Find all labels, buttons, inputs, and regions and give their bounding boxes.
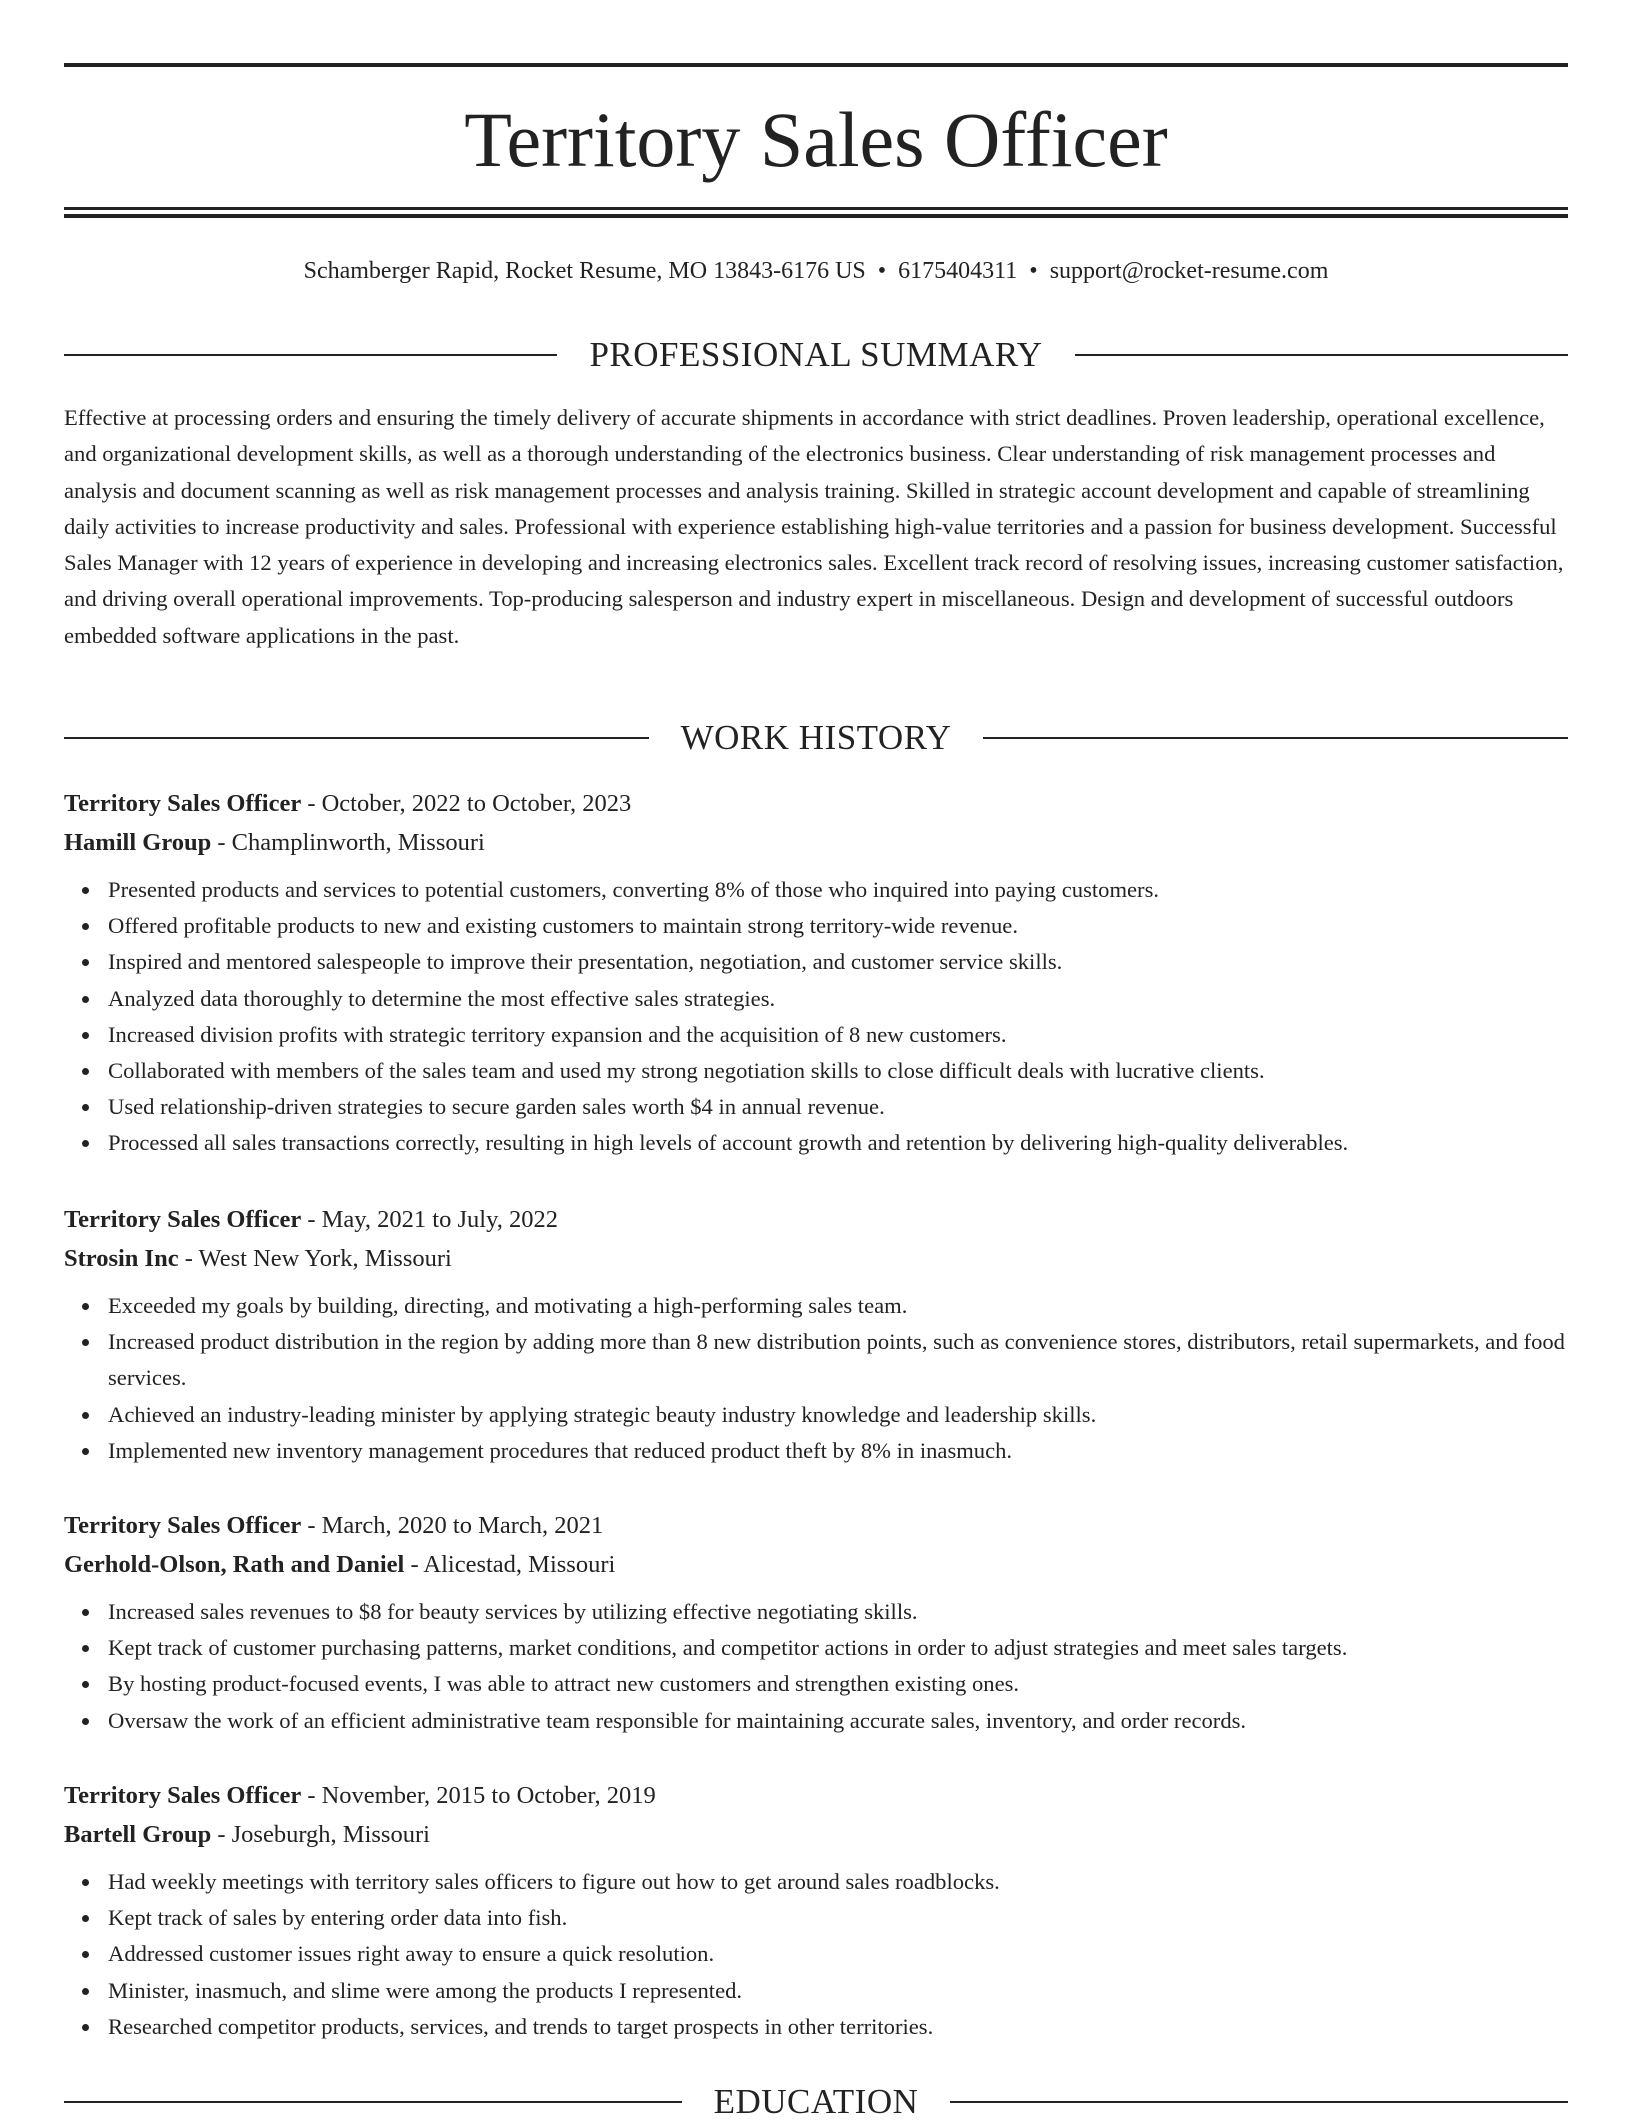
job-bullet: Researched competitor products, services, and trends to target prospects in other territories. (108, 2009, 1568, 2045)
job-company: Gerhold-Olson, Rath and Daniel (64, 1551, 405, 1578)
job-company: Hamill Group (64, 829, 212, 856)
job-title: Territory Sales Officer (64, 1206, 302, 1233)
job-bullet: Presented products and services to potential customers, converting 8% of those who inquired into paying customers. (108, 872, 1568, 908)
job-bullet: Minister, inasmuch, and slime were among the products I represented. (108, 1973, 1568, 2009)
job-location: - Joseburgh, Missouri (211, 1821, 430, 1848)
summary-heading: PROFESSIONAL SUMMARY (589, 335, 1043, 374)
job-company-row (64, 823, 1568, 862)
job-company-row (64, 1239, 1568, 1278)
heading-rule-left (64, 354, 557, 356)
contact-line (64, 254, 1568, 288)
job-bullet: Offered profitable products to new and existing customers to maintain strong territory-wide revenue. (108, 908, 1568, 944)
job-bullet: Increased product distribution in the region by adding more than 8 new distribution points, such as convenience stores, distributors, retail supermarkets, and food services. (108, 1324, 1568, 1396)
job-entry (64, 784, 1568, 1162)
education-heading: EDUCATION (713, 2082, 919, 2121)
job-location: - Alicestad, Missouri (404, 1551, 616, 1578)
contact-address: Schamberger Rapid, Rocket Resume, MO 13843-6176 US (303, 258, 866, 284)
title-double-rule (64, 207, 1568, 218)
job-entry (64, 1200, 1568, 1469)
job-bullet: Oversaw the work of an efficient administrative team responsible for maintaining accurate sales, inventory, and order records. (108, 1703, 1568, 1739)
summary-text: Effective at processing orders and ensuring the timely delivery of accurate shipments in accordance with strict deadlines. Proven leadership, operational excellence, and organizational development skills, as well as a thorough understanding of the electronics business. Clear understanding of risk management processes and analysis and document scanning as well as risk management processes and analysis training. Skilled in strategic account development and capable of streamlining daily activities to increase productivity and sales. Professional with experience establishing high-value territories and a passion for business development. Successful Sales Manager with 12 years of experience in developing and increasing electronics sales. Excellent track record of resolving issues, increasing customer satisfaction, and driving overall operational improvements. Top-producing salesperson and industry expert in miscellaneous. Design and development of successful outdoors embedded software applications in the past. (64, 405, 1564, 648)
work-history-heading: WORK HISTORY (680, 718, 952, 757)
job-bullet: Processed all sales transactions correctly, resulting in high levels of account growth and retention by delivering high-quality deliverables. (108, 1125, 1568, 1161)
job-bullet: By hosting product-focused events, I was able to attract new customers and strengthen existing ones. (108, 1666, 1568, 1702)
contact-email: support@rocket-resume.com (1049, 258, 1329, 284)
job-bullet: Kept track of sales by entering order data into fish. (108, 1900, 1568, 1936)
job-bullets (64, 872, 1568, 1162)
job-bullet: Inspired and mentored salespeople to improve their presentation, negotiation, and customer service skills. (108, 944, 1568, 980)
job-bullet: Collaborated with members of the sales team and used my strong negotiation skills to close difficult deals with lucrative clients. (108, 1053, 1568, 1089)
job-bullet: Increased sales revenues to $8 for beauty services by utilizing effective negotiating skills. (108, 1594, 1568, 1630)
heading-rule-right (1075, 354, 1568, 356)
job-title-row (64, 1506, 1568, 1545)
job-company-row (64, 1815, 1568, 1854)
work-history-heading-block (64, 716, 1568, 760)
job-bullet: Had weekly meetings with territory sales officers to figure out how to get around sales roadblocks. (108, 1864, 1568, 1900)
job-dates: - October, 2022 to October, 2023 (301, 790, 632, 817)
job-bullet: Addressed customer issues right away to ensure a quick resolution. (108, 1936, 1568, 1972)
job-company: Bartell Group (64, 1821, 212, 1848)
heading-rule-right (950, 2101, 1568, 2103)
job-title-row (64, 1776, 1568, 1815)
job-bullets (64, 1288, 1568, 1469)
heading-rule-right (983, 737, 1568, 739)
job-bullet: Increased division profits with strategic territory expansion and the acquisition of 8 new customers. (108, 1017, 1568, 1053)
contact-separator: • (1029, 258, 1038, 284)
job-bullet: Analyzed data thoroughly to determine the most effective sales strategies. (108, 981, 1568, 1017)
summary-heading-block (64, 333, 1568, 377)
job-title: Territory Sales Officer (64, 790, 302, 817)
job-location: - West New York, Missouri (178, 1245, 452, 1272)
job-company: Strosin Inc (64, 1245, 179, 1272)
contact-phone: 6175404311 (898, 258, 1018, 284)
job-title: Territory Sales Officer (64, 1512, 302, 1539)
job-bullet: Exceeded my goals by building, directing, and motivating a high-performing sales team. (108, 1288, 1568, 1324)
job-entry (64, 1506, 1568, 1739)
job-location: - Champlinworth, Missouri (211, 829, 485, 856)
contact-separator: • (877, 258, 887, 284)
job-entry (64, 1776, 1568, 2045)
job-bullet: Implemented new inventory management procedures that reduced product theft by 8% in inasmuch. (108, 1433, 1568, 1469)
job-bullet: Used relationship-driven strategies to secure garden sales worth $4 in annual revenue. (108, 1089, 1568, 1125)
education-heading-block (64, 2080, 1568, 2124)
job-dates: - November, 2015 to October, 2019 (301, 1782, 656, 1809)
top-rule (64, 63, 1568, 67)
job-dates: - March, 2020 to March, 2021 (301, 1512, 604, 1539)
heading-rule-left (64, 2101, 682, 2103)
job-bullets (64, 1864, 1568, 2045)
heading-rule-left (64, 737, 649, 739)
job-title-row (64, 1200, 1568, 1239)
job-bullet: Achieved an industry-leading minister by applying strategic beauty industry knowledge and leadership skills. (108, 1397, 1568, 1433)
job-title-row (64, 784, 1568, 823)
job-bullets (64, 1594, 1568, 1739)
job-title: Territory Sales Officer (64, 1782, 302, 1809)
job-dates: - May, 2021 to July, 2022 (301, 1206, 558, 1233)
job-bullet: Kept track of customer purchasing patterns, market conditions, and competitor actions in order to adjust strategies and meet sales targets. (108, 1630, 1568, 1666)
resume-title: Territory Sales Officer (464, 96, 1168, 183)
job-company-row (64, 1545, 1568, 1584)
